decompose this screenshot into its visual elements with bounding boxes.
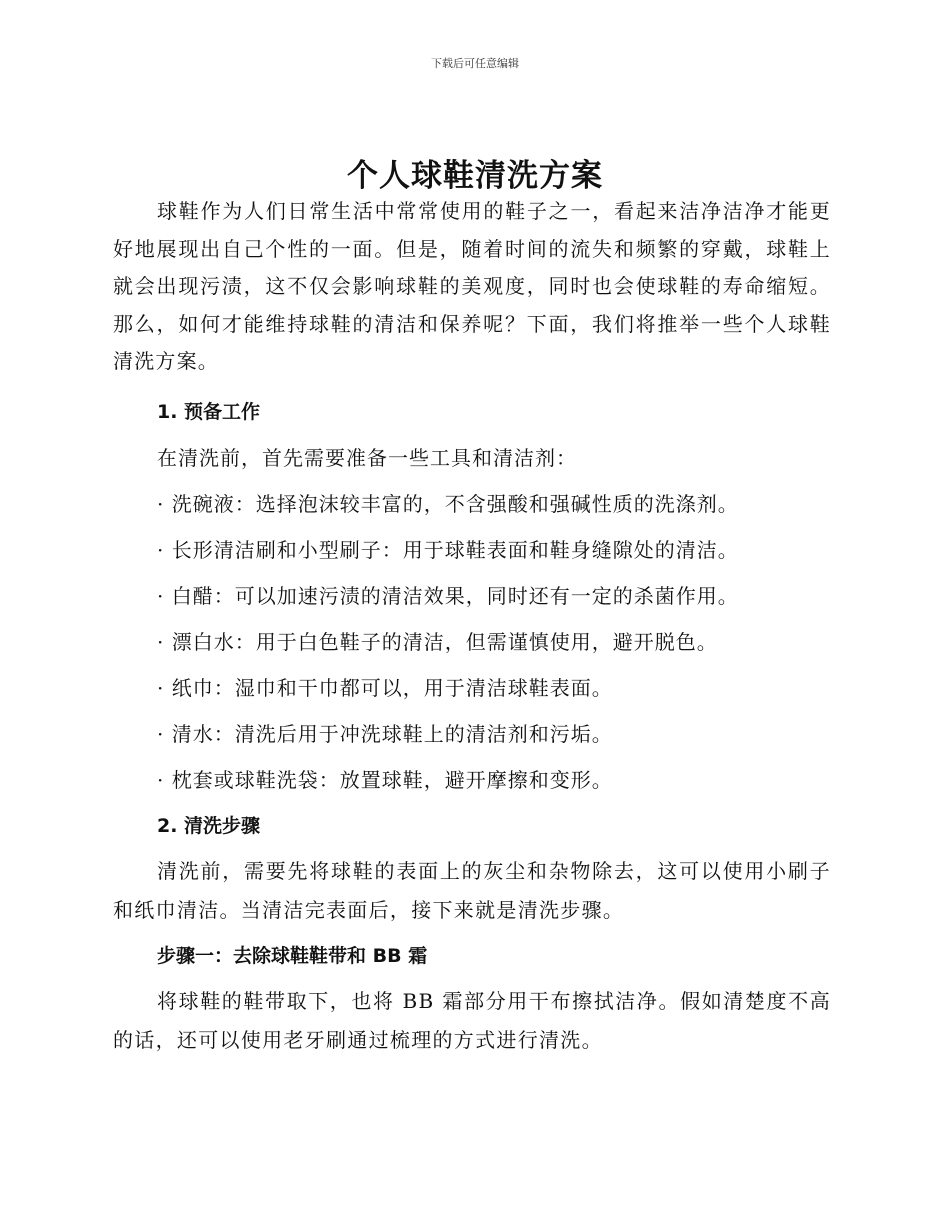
section-heading-preparation: 1. 预备工作 (157, 400, 261, 423)
document-title: 个人球鞋清洗方案 (347, 158, 603, 194)
list-item: · 纸巾：湿巾和干巾都可以，用于清洁球鞋表面。 (157, 675, 613, 700)
list-item: · 清水：清洗后用于冲洗球鞋上的清洁剂和污垢。 (157, 721, 613, 746)
cleaning-intro-paragraph: 清洗前，需要先将球鞋的表面上的灰尘和杂物除去，这可以使用小刷子和纸巾清洁。当清洁完表面后，接下来就是清洗步骤。 (113, 858, 831, 922)
list-item: · 枕套或球鞋洗袋：放置球鞋，避开摩擦和变形。 (157, 767, 613, 792)
list-item: · 洗碗液：选择泡沫较丰富的，不含强酸和强碱性质的洗涤剂。 (157, 491, 739, 516)
document-body (113, 193, 831, 1060)
section-heading-cleaning-steps: 2. 清洗步骤 (157, 814, 261, 837)
list-item: · 长形清洁刷和小型刷子：用于球鞋表面和鞋身缝隙处的清洁。 (157, 537, 739, 562)
list-item: · 漂白水：用于白色鞋子的清洁，但需谨慎使用，避开脱色。 (157, 629, 718, 654)
intro-paragraph: 球鞋作为人们日常生活中常常使用的鞋子之一，看起来洁净洁净才能更好地展现出自己个性的一面。但是，随着时间的流失和频繁的穿戴，球鞋上就会出现污渍，这不仅会影响球鞋的美观度，同时也会使球鞋的寿命缩短。那么，如何才能维持球鞋的清洁和保养呢？下面，我们将推举一些个人球鞋清洗方案。 (113, 199, 831, 373)
step-one-paragraph: 将球鞋的鞋带取下，也将 BB 霜部分用干布擦拭洁净。假如清楚度不高的话，还可以使用老牙刷通过梳理的方式进行清洗。 (113, 988, 831, 1052)
header-note: 下载后可任意编辑 (431, 57, 519, 70)
section-lead-text: 在清洗前，首先需要准备一些工具和清洁剂： (157, 445, 577, 470)
list-item: · 白醋：可以加速污渍的清洁效果，同时还有一定的杀菌作用。 (157, 583, 739, 608)
step-one-heading: 步骤一：去除球鞋鞋带和 BB 霜 (157, 944, 428, 967)
